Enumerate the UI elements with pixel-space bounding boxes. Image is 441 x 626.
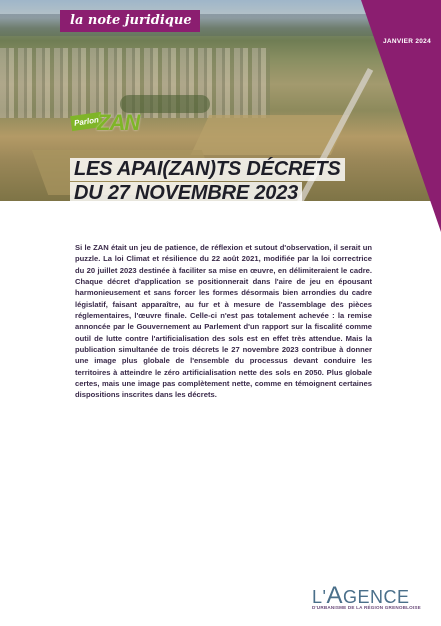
parlons-zan-logo — [71, 110, 145, 138]
publication-date: JANVIER 2024 — [382, 38, 431, 45]
page-title — [70, 158, 345, 206]
collection-label: la note juridique — [60, 10, 200, 32]
agency-name: L'AGENCE — [312, 582, 410, 609]
agency-logo — [312, 576, 434, 616]
title-line-2: DU 27 NOVEMBRE 2023 — [70, 182, 302, 205]
logo-parlon-text: Parlon — [70, 112, 103, 131]
logo-zan-text: ZAN — [97, 110, 140, 135]
title-line-1: LES APAI(ZAN)TS DÉCRETS — [70, 158, 345, 181]
intro-paragraph: Si le ZAN était un jeu de patience, de réflexion et sutout d'observation, il serait un puzzle. La loi Climat et résilience du 22 août 2021, modifiée par la loi correctrice du 20 juillet 2023 destinée à faciliter sa mise en œuvre, en délimiteraient le cadre. Chaque décret d'application se positionnerait dans l'aire de jeu en épousant harmonieusement et sans forcer les formes désormais bien arrondies du cadre législatif, faisant apparaître, au fur et à mesure de l'assemblage des pièces réglementaires, l'œuvre finale. Celle-ci n'est pas totalement achevée : la remise annoncée par le Gouvernement au Parlement d'un rapport sur la fiscalité comme outil de lutte contre l'artificialisation des sols est en effet très attendue. Mais la publication simultanée de trois décrets le 27 novembre 2023 contribue à donner une image plus globale de l'ensemble du processus devant conduire les territoires à atteindre le zéro artificialisation nette des sols en 2050. Plus globale certes, mais une image pas complètement nette, comme en témoignent certaines dispositions inscrites dans les décrets. — [75, 243, 372, 400]
agency-subtitle: D'URBANISME DE LA RÉGION GRENOBLOISE — [312, 605, 421, 610]
corner-ribbon — [361, 0, 441, 232]
